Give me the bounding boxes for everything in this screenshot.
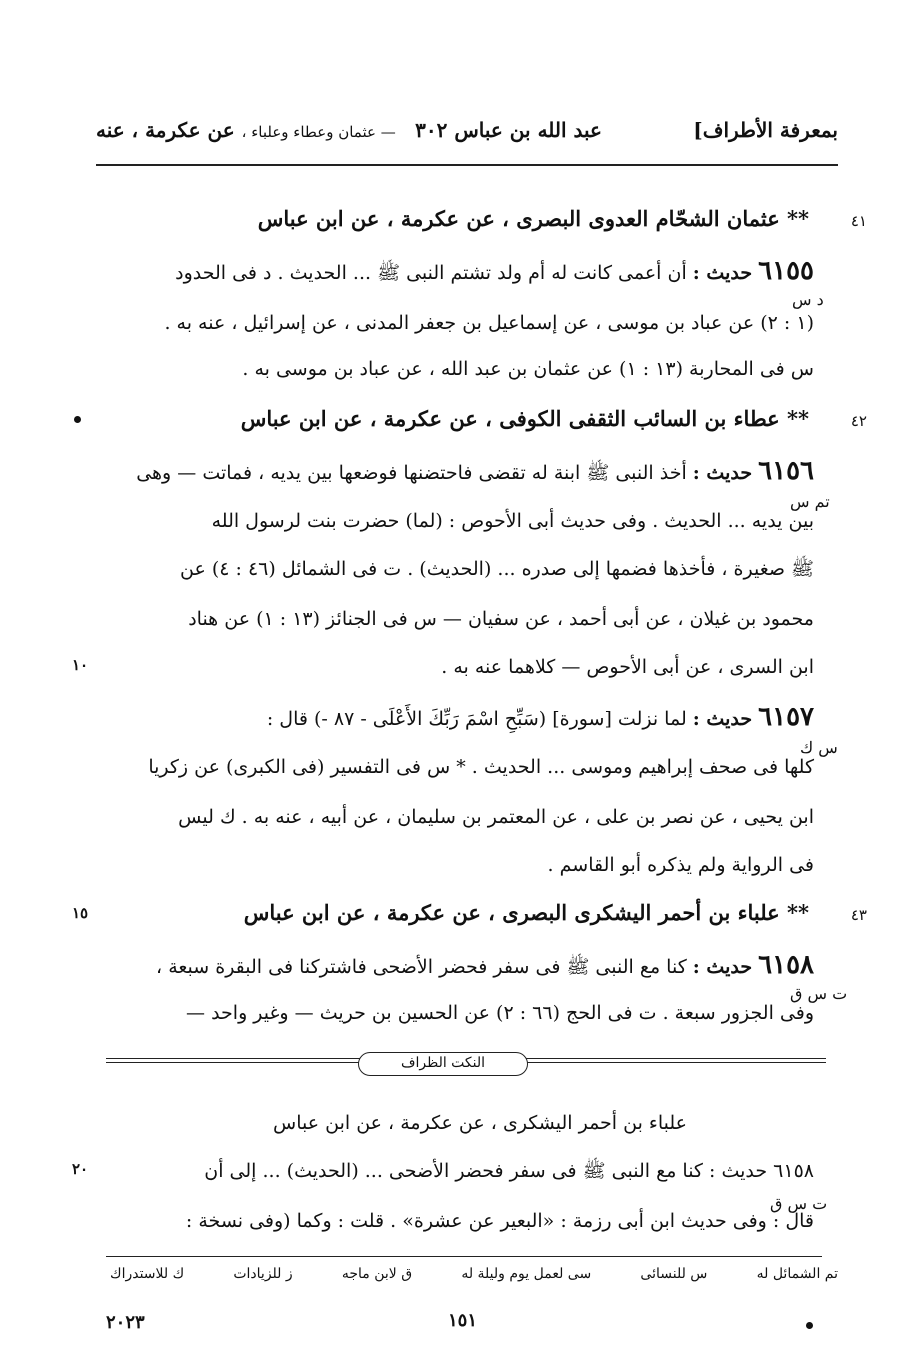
- section-number: ٤٢: [850, 412, 867, 430]
- abbrev-item: تم الشمائل له: [756, 1266, 838, 1282]
- hadith-text: أن أعمى كانت له أم ولد تشتم النبى ﷺ ... الحديث . د فى الحدود: [175, 262, 687, 284]
- margin-note: س ك: [800, 738, 838, 757]
- hadith-line: [267, 702, 814, 732]
- header-right: بمعرفة الأطراف]: [693, 118, 838, 142]
- page-count: ٢٠٢٣: [106, 1312, 145, 1333]
- text-line: ابن السرى ، عن أبى الأحوص — كلاهما عنه به .: [441, 656, 814, 678]
- hadith-label: حديث :: [692, 708, 753, 730]
- hadith-line: [136, 456, 814, 486]
- margin-note: ت س ق: [790, 984, 848, 1003]
- header-left: [96, 118, 396, 142]
- page-number: ١٥١: [448, 1310, 478, 1331]
- abbreviation-key: [110, 1266, 838, 1282]
- header-left-main: عن عكرمة ، عنه: [96, 118, 235, 142]
- text-line: فى الرواية ولم يذكره أبو القاسم .: [547, 854, 814, 876]
- header-left-small: — عثمان وعطاء وعلباء ،: [241, 123, 396, 141]
- text-line: محمود بن غيلان ، عن أبى أحمد ، عن سفيان — س فى الجنائز (١٣ : ١) عن هناد: [188, 608, 814, 630]
- text-line: ابن يحيى ، عن نصر بن على ، عن المعتمر بن سليمان ، عن أبيه ، عنه به . ك ليس: [178, 806, 814, 828]
- hadith-text: لما نزلت [سورة] (سَبِّحِ اسْمَ رَبِّكَ الأَعْلَى - ٨٧ -) قال :: [266, 708, 687, 730]
- header-rule: [96, 164, 838, 166]
- narrator-heading: ** عطاء بن السائب الثقفى الكوفى ، عن عكرمة ، عن ابن عباس: [240, 406, 809, 431]
- abbrev-item: ز للزيادات: [233, 1266, 293, 1282]
- footer-rule: [106, 1256, 822, 1257]
- footer-dot: [806, 1322, 813, 1329]
- hadith-number: ٦١٥٥: [758, 256, 814, 286]
- abbrev-item: ك للاستدراك: [110, 1266, 185, 1282]
- abbrev-item: سى لعمل يوم وليلة له: [461, 1266, 592, 1282]
- margin-note: تم س: [790, 492, 830, 511]
- line-number: ٢٠: [72, 1160, 89, 1178]
- nukat-line: ٦١٥٨ حديث : كنا مع النبى ﷺ فى سفر فحضر الأضحى ... (الحديث) ... إلى أن: [204, 1160, 814, 1182]
- section-number: ٤١: [850, 212, 867, 230]
- hadith-label: حديث :: [692, 262, 753, 284]
- margin-dot: [74, 416, 81, 423]
- running-header: [96, 116, 838, 152]
- narrator-heading: ** عثمان الشحّام العدوى البصرى ، عن عكرمة ، عن ابن عباس: [257, 206, 809, 231]
- hadith-text: أخذ النبى ﷺ ابنة له تقضى فاحتضنها فوضعها بين يديه ، فماتت — وهى: [136, 462, 687, 484]
- abbrev-item: ق لابن ماجه: [341, 1266, 413, 1282]
- narrator-heading: ** علباء بن أحمر اليشكرى البصرى ، عن عكرمة ، عن ابن عباس: [243, 900, 809, 925]
- hadith-label: حديث :: [692, 956, 753, 978]
- hadith-number: ٦١٥٨: [758, 950, 814, 980]
- abbrev-item: س للنسائى: [640, 1266, 708, 1282]
- text-line: بين يديه ... الحديث . وفى حديث أبى الأحوص : (لما) حضرت بنت لرسول الله: [211, 510, 814, 532]
- hadith-number: ٦١٥٦: [758, 456, 814, 486]
- line-number: ١٥: [72, 904, 89, 922]
- hadith-number: ٦١٥٧: [758, 702, 814, 732]
- hadith-text: كنا مع النبى ﷺ فى سفر فحضر الأضحى فاشتركنا فى البقرة سبعة ،: [156, 956, 687, 978]
- nukat-heading: علباء بن أحمر اليشكرى ، عن عكرمة ، عن ابن عباس: [273, 1112, 687, 1134]
- text-line: وفى الجزور سبعة . ت فى الحج (٦٦ : ٢) عن الحسين بن حريث — وغير واحد —: [186, 1002, 814, 1024]
- line-number: ١٠: [72, 656, 89, 674]
- section-number: ٤٣: [850, 906, 867, 924]
- text-line: (١ : ٢) عن عباد بن موسى ، عن إسماعيل بن جعفر المدنى ، عن إسرائيل ، عنه به .: [164, 312, 814, 334]
- text-line: ﷺ صغيرة ، فأخذها فضمها إلى صدره ... (الحديث) . ت فى الشمائل (٤٦ : ٤) عن: [179, 558, 814, 580]
- margin-note: ت س ق: [770, 1194, 828, 1213]
- separator-title: النكت الظراف: [358, 1052, 528, 1076]
- hadith-line: [156, 950, 814, 980]
- text-line: س فى المحاربة (١٣ : ١) عن عثمان بن عبد الله ، عن عباد بن موسى به .: [242, 358, 814, 380]
- margin-note: د س: [792, 290, 824, 309]
- header-middle: عبد الله بن عباس ٣٠٢: [415, 118, 602, 142]
- nukat-line: قال : وفى حديث ابن أبى رزمة : «البعير عن عشرة» . قلت : وكما (وفى نسخة :: [185, 1210, 814, 1232]
- hadith-line: [175, 256, 814, 286]
- hadith-label: حديث :: [692, 462, 753, 484]
- text-line: كلها فى صحف إبراهيم وموسى ... الحديث . * س فى التفسير (فى الكبرى) عن زكريا: [148, 756, 814, 778]
